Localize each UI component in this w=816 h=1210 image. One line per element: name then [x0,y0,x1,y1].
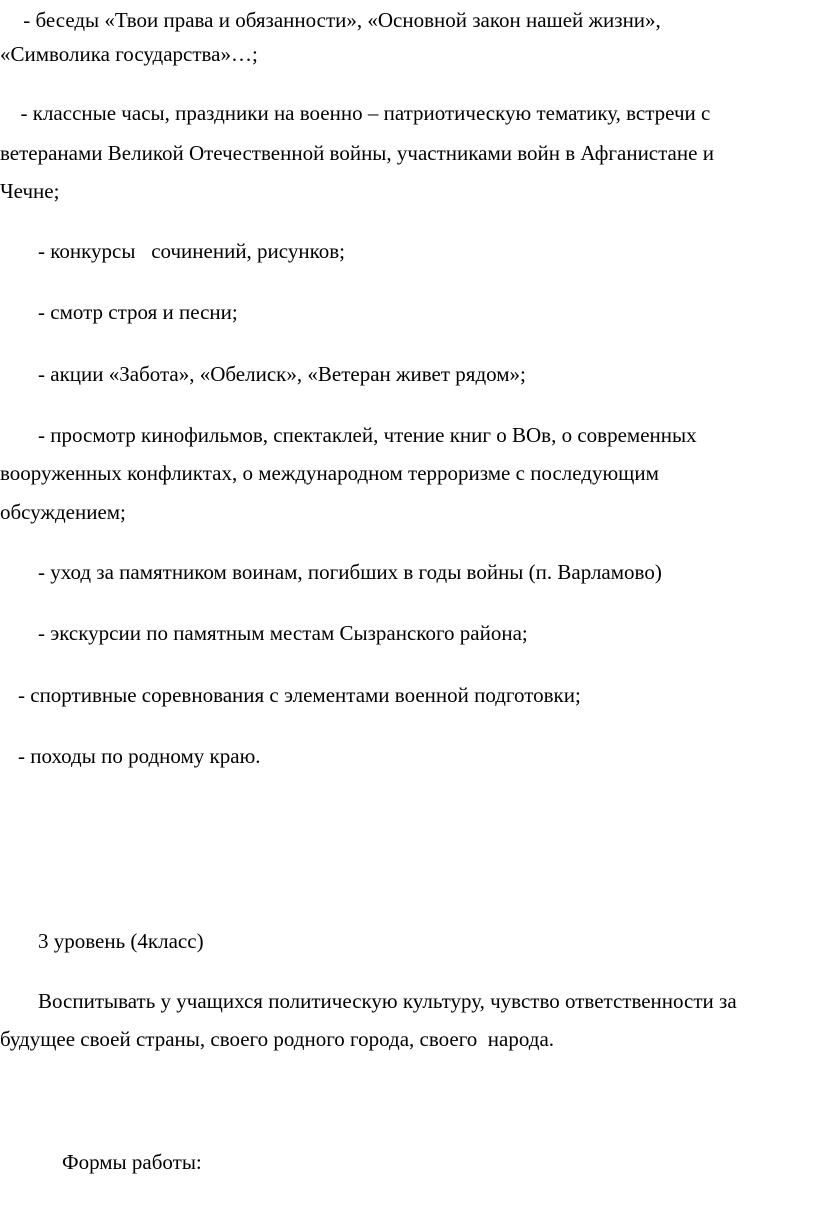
forms-heading: Формы работы: [62,1150,202,1174]
paragraph-line: Воспитывать у учащихся политическую культуру, чувство ответственности за [38,989,737,1013]
list-item: - спортивные соревнования с элементами военной подготовки; [18,683,581,707]
list-item: - экскурсии по памятным местам Сызранского района; [38,621,528,645]
text-line: обсуждением; [0,500,126,524]
list-item: - акции «Забота», «Обелиск», «Ветеран живет рядом»; [38,362,526,386]
paragraph-line: будущее своей страны, своего родного города, своего народа. [0,1027,555,1051]
text-line: вооруженных конфликтах, о международном терроризме с последующим [0,461,659,485]
text-line: - классные часы, праздники на военно – патриотическую тематику, встречи с [10,101,711,125]
list-item: - просмотр кинофильмов, спектаклей, чтение книг о ВОв, о современных [38,423,697,447]
section-heading: 3 уровень (4класс) [38,929,204,953]
text-line: ветеранами Великой Отечественной войны, участниками войн в Афганистане и [0,141,714,165]
list-item: - конкурсы сочинений, рисунков; [38,239,345,263]
text-line: «Символика государства»…; [0,42,258,66]
list-item: - уход за памятником воинам, погибших в годы войны (п. Варламово) [38,560,662,584]
text-line: Чечне; [0,179,60,203]
text-line: - беседы «Твои права и обязанности», «Основной закон нашей жизни», [18,8,661,32]
list-item: - походы по родному краю. [18,744,261,768]
list-item: - смотр строя и песни; [38,300,238,324]
